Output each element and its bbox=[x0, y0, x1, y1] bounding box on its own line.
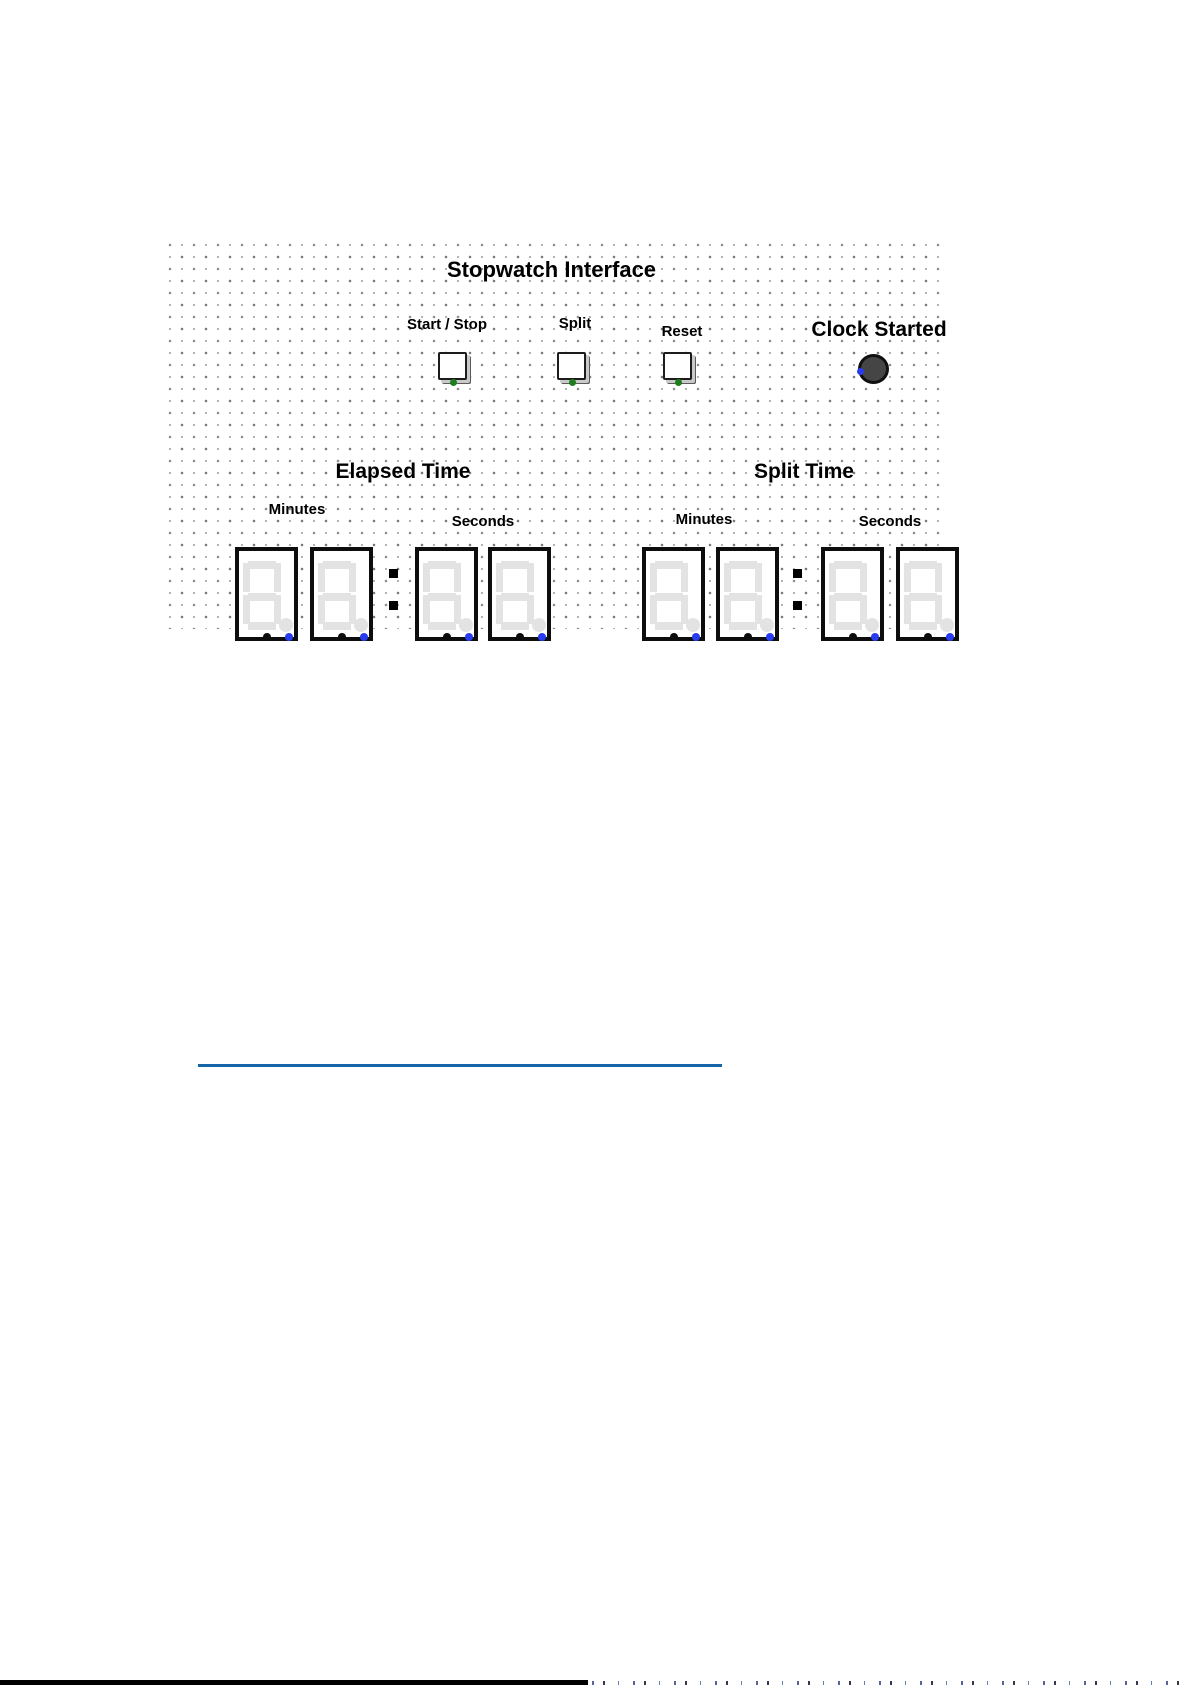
segment-b bbox=[527, 563, 534, 592]
segment-a bbox=[909, 561, 937, 569]
segment-f bbox=[829, 563, 836, 592]
bottom-blue-dot-icon bbox=[465, 633, 473, 641]
segment-e bbox=[724, 595, 731, 624]
horizontal-rule bbox=[198, 1064, 722, 1067]
segment-d bbox=[834, 622, 862, 630]
colon-dot bbox=[793, 569, 802, 578]
button-state-dot-icon bbox=[450, 379, 457, 386]
segment-f bbox=[243, 563, 250, 592]
segment-a bbox=[655, 561, 683, 569]
segment-a bbox=[729, 561, 757, 569]
colon-dot bbox=[389, 601, 398, 610]
segment-f bbox=[904, 563, 911, 592]
reset-button[interactable] bbox=[663, 352, 697, 386]
segment-f bbox=[423, 563, 430, 592]
bottom-black-dot-icon bbox=[849, 633, 857, 641]
start-stop-label: Start / Stop bbox=[406, 316, 487, 333]
segment-f bbox=[318, 563, 325, 592]
seven-segment-digit bbox=[488, 547, 551, 641]
bottom-black-dot-icon bbox=[516, 633, 524, 641]
bottom-blue-dot-icon bbox=[538, 633, 546, 641]
bottom-black-dot-icon bbox=[263, 633, 271, 641]
segment-g bbox=[501, 593, 529, 601]
segment-e bbox=[423, 595, 430, 624]
segment-e bbox=[318, 595, 325, 624]
decimal-point-icon bbox=[760, 618, 774, 632]
segment-g bbox=[655, 593, 683, 601]
segment-d bbox=[655, 622, 683, 630]
button-face bbox=[557, 352, 586, 380]
segment-f bbox=[496, 563, 503, 592]
segment-a bbox=[834, 561, 862, 569]
split-button[interactable] bbox=[557, 352, 591, 386]
seven-segment-digit bbox=[235, 547, 298, 641]
segment-b bbox=[681, 563, 688, 592]
bottom-black-dot-icon bbox=[443, 633, 451, 641]
bottom-blue-dot-icon bbox=[285, 633, 293, 641]
panel-title: Stopwatch Interface bbox=[447, 257, 657, 282]
split-time-heading: Split Time bbox=[754, 460, 854, 483]
segment-g bbox=[909, 593, 937, 601]
segment-e bbox=[904, 595, 911, 624]
bottom-blue-dot-icon bbox=[766, 633, 774, 641]
colon-dot bbox=[793, 601, 802, 610]
bottom-black-dot-icon bbox=[924, 633, 932, 641]
segment-a bbox=[323, 561, 351, 569]
segment-b bbox=[454, 563, 461, 592]
segment-a bbox=[248, 561, 276, 569]
decimal-point-icon bbox=[865, 618, 879, 632]
segment-e bbox=[829, 595, 836, 624]
elapsed-minutes-label: Minutes bbox=[268, 501, 326, 518]
segment-g bbox=[323, 593, 351, 601]
bottom-blue-dot-icon bbox=[946, 633, 954, 641]
bottom-blue-dot-icon bbox=[692, 633, 700, 641]
clock-started-led bbox=[858, 354, 889, 384]
segment-d bbox=[248, 622, 276, 630]
decimal-point-icon bbox=[459, 618, 473, 632]
segment-d bbox=[323, 622, 351, 630]
segment-g bbox=[834, 593, 862, 601]
seven-segment-digit bbox=[821, 547, 884, 641]
button-state-dot-icon bbox=[569, 379, 576, 386]
seven-segment-digit bbox=[896, 547, 959, 641]
start-stop-button[interactable] bbox=[438, 352, 472, 386]
segment-a bbox=[428, 561, 456, 569]
clock-started-label: Clock Started bbox=[811, 318, 947, 341]
segment-d bbox=[501, 622, 529, 630]
segment-b bbox=[349, 563, 356, 592]
elapsed-time-heading: Elapsed Time bbox=[335, 460, 471, 483]
bottom-blue-dot-icon bbox=[871, 633, 879, 641]
segment-a bbox=[501, 561, 529, 569]
segment-d bbox=[729, 622, 757, 630]
elapsed-seconds-label: Seconds bbox=[451, 513, 515, 530]
decimal-point-icon bbox=[354, 618, 368, 632]
decimal-point-icon bbox=[940, 618, 954, 632]
button-face bbox=[663, 352, 692, 380]
split-minutes-label: Minutes bbox=[675, 511, 733, 528]
segment-f bbox=[650, 563, 657, 592]
segment-e bbox=[650, 595, 657, 624]
cut-off-text-fragments bbox=[592, 1681, 1191, 1685]
seven-segment-digit bbox=[310, 547, 373, 641]
decimal-point-icon bbox=[686, 618, 700, 632]
bottom-blue-dot-icon bbox=[360, 633, 368, 641]
seven-segment-digit bbox=[642, 547, 705, 641]
segment-d bbox=[428, 622, 456, 630]
led-terminal-dot-icon bbox=[857, 368, 864, 375]
bottom-black-dot-icon bbox=[670, 633, 678, 641]
segment-g bbox=[428, 593, 456, 601]
segment-b bbox=[935, 563, 942, 592]
split-label: Split bbox=[558, 315, 592, 332]
reset-label: Reset bbox=[661, 323, 703, 340]
bottom-black-dot-icon bbox=[338, 633, 346, 641]
segment-e bbox=[243, 595, 250, 624]
button-state-dot-icon bbox=[675, 379, 682, 386]
decimal-point-icon bbox=[532, 618, 546, 632]
decimal-point-icon bbox=[279, 618, 293, 632]
segment-f bbox=[724, 563, 731, 592]
segment-b bbox=[755, 563, 762, 592]
bottom-black-dot-icon bbox=[744, 633, 752, 641]
segment-d bbox=[909, 622, 937, 630]
split-seconds-label: Seconds bbox=[858, 513, 922, 530]
colon-dot bbox=[389, 569, 398, 578]
segment-b bbox=[860, 563, 867, 592]
segment-g bbox=[248, 593, 276, 601]
segment-b bbox=[274, 563, 281, 592]
segment-g bbox=[729, 593, 757, 601]
button-face bbox=[438, 352, 467, 380]
seven-segment-digit bbox=[415, 547, 478, 641]
seven-segment-digit bbox=[716, 547, 779, 641]
bottom-black-bar bbox=[0, 1680, 588, 1685]
segment-e bbox=[496, 595, 503, 624]
